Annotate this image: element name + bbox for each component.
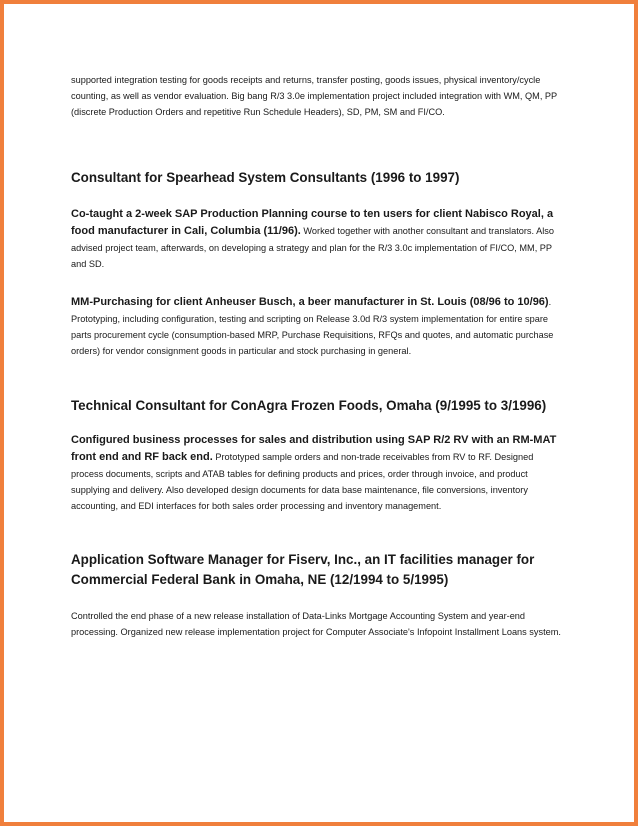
paragraph-nabisco <box>71 206 567 272</box>
paragraph-lead: MM-Purchasing for client Anheuser Busch, a beer manufacturer in St. Louis (08/96 to 10/96) <box>71 296 549 309</box>
section-heading-conagra: Technical Consultant for ConAgra Frozen Foods, Omaha (9/1995 to 3/1996) <box>71 397 547 413</box>
paragraph-lead: Co-taught a 2-week SAP Production Planning course to ten users for client Nabisco Royal, a food manufacturer in Cali, Columbia (11/96). <box>71 207 554 237</box>
document-body <box>71 72 567 641</box>
intro-paragraph: supported integration testing for goods receipts and returns, transfer posting, goods issues, physical inventory/cycle counting, as well as vendor evaluation. Big bang R/3 3.0e implementation project included integration with WM, QM, PP (discrete Production Orders and repetitive Run Schedule Headers), SD, PM, SM and FI/CO. <box>71 75 558 118</box>
paragraph-text: Prototyped sample orders and non-trade receivables from RV to RF. Designed process documents, scripts and ATAB tables for defining products and prices, order through invoice, and product supplying and delivery. Also developed design documents for data base maintenance, file conversions, inventory accounting, and EDI interfaces for both sales order processing and inventory management. <box>71 451 534 512</box>
paragraph-text: Worked together with another consultant and translators. Also advised project team, afterwards, on developing a strategy and plan for the R/3 3.0c implementation of FI/CO, MM, PP and SD. <box>71 225 554 269</box>
paragraph-conagra <box>71 432 567 515</box>
paragraph-fiserv: Controlled the end phase of a new release installation of Data-Links Mortgage Accounting System and year-end processing. Organized new release implementation project for Computer Associate's Infopoint Installment Loans system. <box>71 611 561 638</box>
paragraph-text: . Prototyping, including configuration, testing and scripting on Release 3.0d R/3 system implementation for entire spare parts procurement cycle (consumption-based MRP, Purchase Requisitions, RFQs and quotes, and automatic purchase orders) for vendor consignment goods in particular and stock purchasing in general. <box>71 297 554 357</box>
section-heading-spearhead: Consultant for Spearhead System Consultants (1996 to 1997) <box>71 169 460 185</box>
section-heading-fiserv: Application Software Manager for Fiserv, Inc., an IT facilities manager for Commercial Federal Bank in Omaha, NE (12/1994 to 5/1995) <box>71 552 535 588</box>
paragraph-lead: Configured business processes for sales and distribution using SAP R/2 RV with an RM-MAT front end and RF back end. <box>71 433 557 463</box>
paragraph-anheuser <box>71 294 567 360</box>
